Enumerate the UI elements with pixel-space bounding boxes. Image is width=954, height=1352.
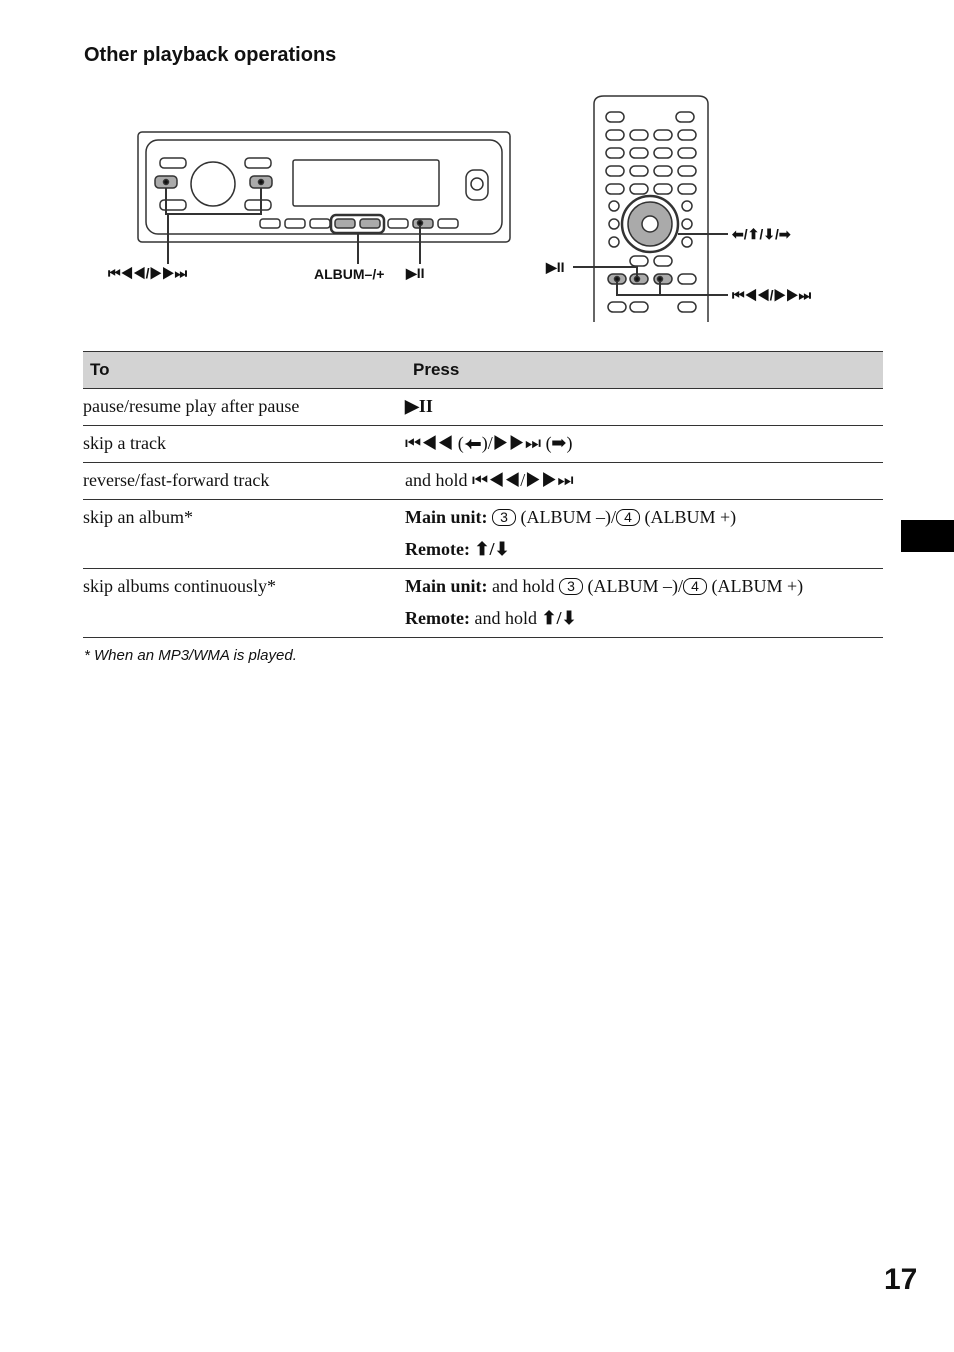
row-to: reverse/fast-forward track: [83, 463, 405, 500]
album-plus-text: (ALBUM +): [644, 507, 737, 527]
page-number: 17: [884, 1263, 918, 1296]
remote-line: [405, 538, 883, 560]
up-down-arrows-icon: ⬆/⬇: [541, 608, 577, 628]
key-4-circle: 4: [683, 578, 707, 595]
row-to: skip a track: [83, 426, 405, 463]
main-unit-drawing: [138, 132, 510, 264]
footnote: * When an MP3/WMA is played.: [84, 647, 297, 664]
main-unit-label: Main unit:: [405, 576, 488, 596]
key-3-circle: 3: [559, 578, 583, 595]
table-row: [83, 500, 883, 569]
main-unit-line: [405, 575, 883, 597]
album-plus-text: (ALBUM +): [711, 576, 804, 596]
table-row: [83, 569, 883, 638]
header-press: Press: [405, 352, 883, 389]
play-pause-symbol: ▶II: [405, 396, 433, 416]
section-tab-marker: [901, 520, 954, 552]
table-row: [83, 389, 883, 426]
row-press: [405, 569, 883, 638]
remote-seek-label: ⏮◀◀/▶▶⏭: [732, 287, 812, 303]
up-down-arrows-icon: ⬆/⬇: [474, 539, 510, 559]
main-unit-seek-label: ⏮◀◀/▶▶⏭: [108, 265, 188, 281]
row-press: [405, 389, 883, 426]
table-row: [83, 463, 883, 500]
header-to: To: [83, 352, 405, 389]
row-press: ⏮◀◀ (⬅)/▶▶⏭ (➡): [405, 426, 883, 463]
and-hold-text: and hold: [474, 608, 537, 628]
row-to: skip an album*: [83, 500, 405, 569]
main-unit-play-label: ▶II: [406, 265, 425, 281]
key-3-circle: 3: [492, 509, 516, 526]
remote-drawing: [573, 96, 728, 322]
main-unit-album-label: ALBUM–/+: [314, 266, 385, 282]
row-press: and hold ⏮◀◀/▶▶⏭: [405, 463, 883, 500]
main-unit-line: [405, 506, 883, 528]
controls-figure: [100, 92, 870, 328]
key-4-circle: 4: [616, 509, 640, 526]
remote-label: Remote:: [405, 608, 470, 628]
row-to: skip albums continuously*: [83, 569, 405, 638]
album-minus-text: (ALBUM –)/: [587, 576, 684, 596]
and-hold-text: and hold: [492, 576, 555, 596]
remote-line: [405, 607, 883, 629]
remote-arrows-label: ⬅/⬆/⬇/➡: [732, 226, 791, 242]
row-to: pause/resume play after pause: [83, 389, 405, 426]
playback-operations-table: [83, 351, 883, 638]
row-press: [405, 500, 883, 569]
remote-label: Remote:: [405, 539, 470, 559]
remote-play-label: ▶II: [546, 259, 565, 275]
main-unit-label: Main unit:: [405, 507, 488, 527]
section-heading: Other playback operations: [84, 44, 337, 66]
album-minus-text: (ALBUM –)/: [520, 507, 617, 527]
table-header-row: [83, 352, 883, 389]
table-row: [83, 426, 883, 463]
